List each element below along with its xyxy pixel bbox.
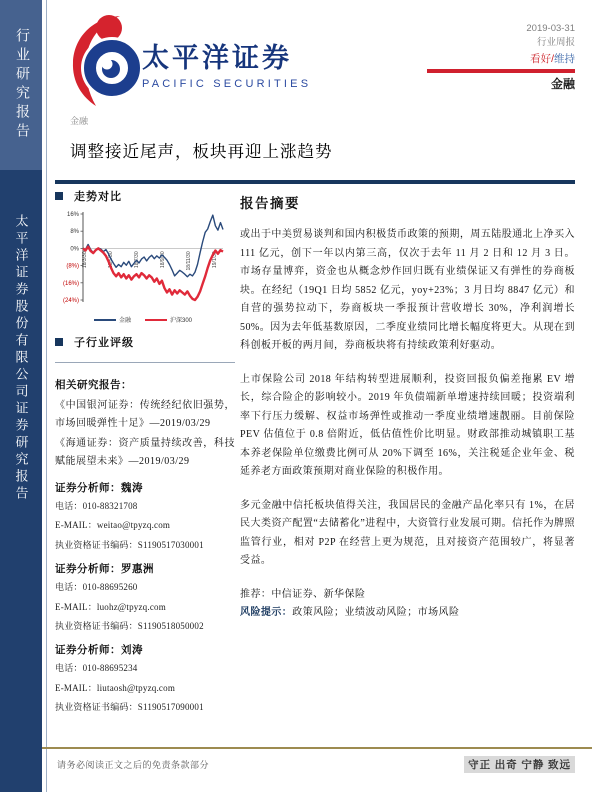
svg-text:(24%): (24%) bbox=[62, 298, 79, 304]
footer-disclaimer: 请务必阅读正文之后的免责条款部分 bbox=[57, 760, 210, 770]
risk-warning-line bbox=[240, 604, 575, 623]
report-type: 行业周报 bbox=[536, 37, 575, 49]
square-bullet-icon bbox=[55, 338, 63, 346]
svg-text:16%: 16% bbox=[66, 212, 79, 218]
red-accent-bar bbox=[427, 69, 575, 73]
brand-block bbox=[142, 36, 311, 90]
title-rule bbox=[55, 180, 575, 184]
trend-comparison-chart bbox=[57, 208, 229, 324]
related-reports-heading: 相关研究报告： bbox=[55, 380, 132, 391]
related-report-link[interactable]: 《海通证券：资产质量持续改善，科技赋能展望未来》—2019/03/29 bbox=[55, 438, 235, 467]
square-bullet-icon bbox=[55, 192, 63, 200]
svg-text:19/1/30: 19/1/30 bbox=[212, 251, 218, 269]
report-title: 调整接近尾声，板块再迎上涨趋势 bbox=[70, 142, 333, 161]
svg-text:0%: 0% bbox=[70, 246, 79, 253]
rating-value: 看好 bbox=[530, 52, 552, 65]
trend-chart-canvas bbox=[57, 208, 229, 308]
analyst-block bbox=[55, 642, 235, 714]
report-meta bbox=[526, 22, 575, 67]
analyst-phone: 电话：010-88695260 bbox=[55, 582, 138, 593]
svg-text:18/7/30: 18/7/30 bbox=[134, 251, 140, 269]
svg-text:(8%): (8%) bbox=[66, 263, 79, 270]
svg-text:(16%): (16%) bbox=[62, 280, 79, 287]
sidebar-top-label: 行业研究报告 bbox=[14, 28, 29, 142]
svg-text:8%: 8% bbox=[70, 229, 79, 236]
industry-name: 金融 bbox=[550, 77, 575, 91]
industry-rating: 看好/维持 bbox=[530, 52, 575, 65]
analyst-block bbox=[55, 561, 235, 633]
footer-motto: 守正 出奇 宁静 致远 bbox=[464, 756, 575, 773]
recommendation-line: 推荐：中信证券、新华保险 bbox=[240, 588, 366, 600]
sidebar-report-type bbox=[0, 0, 42, 170]
legend-item-industry: 金融 bbox=[94, 315, 131, 324]
analyst-title: 证券分析师：魏涛 bbox=[55, 483, 143, 494]
pacific-securities-logo-icon bbox=[60, 12, 140, 108]
svg-text:18/5/30: 18/5/30 bbox=[108, 251, 114, 269]
analyst-email[interactable]: E-MAIL：liutaosh@tpyzq.com bbox=[55, 682, 176, 693]
summary-paragraph: 多元金融中信托板块值得关注，我国居民的金融产品化率只有 1%，在居民大类资产配置“去储蓄化”进程中，大资管行业发展可期。信托作为牌照监管行业，相对 P2P 在经营上更为规范，且对接资产范围较广，将显著受益。 bbox=[240, 499, 575, 566]
category-label: 金融 bbox=[70, 116, 89, 126]
risk-label: 风险提示： bbox=[240, 607, 293, 618]
analyst-email[interactable]: E-MAIL：luohz@tpyzq.com bbox=[55, 601, 166, 612]
summary-heading: 报告摘要 bbox=[240, 196, 300, 211]
left-column bbox=[55, 188, 235, 720]
report-date: 2019-03-31 bbox=[526, 23, 575, 34]
svg-text:18/3/30: 18/3/30 bbox=[82, 251, 88, 269]
summary-column bbox=[240, 192, 575, 623]
analyst-title: 证券分析师：刘涛 bbox=[55, 645, 143, 657]
brand-name-cn: 太平洋证券 bbox=[142, 43, 292, 73]
analyst-cert: 执业资格证书编码：S1190517030001 bbox=[55, 539, 204, 550]
analyst-email[interactable]: E-MAIL：weitao@tpyzq.com bbox=[55, 520, 171, 531]
analyst-block bbox=[55, 480, 235, 552]
sidebar-divider-line bbox=[46, 0, 47, 792]
summary-paragraph: 或出于中美贸易谈判和国内积极货币政策的预期，周五陆股通北上净买入 111 亿元，创下一年以内第三高，仅次于去年 11 月 2 日和 12 月 3 日。市场存量博弈，资金也从概念炒作回归既有业绩保证又有弹性的券商板块。在经纪（19Q1 日均 5852 亿元，yoy+23%；3 月日均 8847 亿元）和自营的强势拉动下，券商板块一季报预计营收增长 30%，净利润增长 50%。因为去年低基数原因，二季度业绩同比增长幅度将更大。从现在到科创板开板的两月间，券商板块将有持续政策利好驱动。 bbox=[240, 229, 575, 351]
trend-section-heading: 走势对比 bbox=[55, 188, 235, 204]
analyst-phone: 电话：010-88695234 bbox=[55, 663, 138, 674]
chart-legend bbox=[57, 315, 229, 324]
analyst-cert: 执业资格证书编码：S1190518050002 bbox=[55, 620, 204, 631]
svg-text:18/11/30: 18/11/30 bbox=[186, 251, 192, 271]
sidebar-bottom-label: 太平洋证券股份有限公司证券研究报告 bbox=[13, 214, 29, 503]
section-divider bbox=[55, 362, 235, 363]
related-report-link[interactable]: 《中国银河证券：传统经纪依旧强势，市场回暖弹性十足》—2019/03/29 bbox=[55, 400, 235, 429]
analyst-title: 证券分析师：罗惠洲 bbox=[55, 564, 154, 576]
subindustry-section-heading: 子行业评级 bbox=[55, 334, 235, 350]
analyst-cert: 执业资格证书编码：S1190517090001 bbox=[55, 702, 204, 713]
summary-paragraph: 上市保险公司 2018 年结构转型进展顺利，投资回报负偏差拖累 EV 增长，综合险企的影响较小。2019 年负债端新单增速持续回暖；投资端利率下行压力缓解、权益市场弹性或推动一季度业绩增速靓丽。目前保险 PEV 估值位于 0.8 倍附近，低估值性价比明显。财政部推动城镇职工基本养老保险单位缴费比例可从 20%下调至 16%，关注税延企业年金、税延养老方面政策预期对商业保险的积极作用。 bbox=[240, 373, 575, 477]
svg-text:18/9/30: 18/9/30 bbox=[160, 251, 166, 269]
sidebar-company bbox=[0, 170, 42, 792]
rating-change: 维持 bbox=[554, 52, 575, 65]
legend-line-blue-icon bbox=[94, 319, 116, 321]
brand-name-en: PACIFIC SECURITIES bbox=[142, 78, 312, 90]
legend-item-benchmark: 沪深300 bbox=[145, 315, 192, 324]
analyst-phone: 电话：010-88321708 bbox=[55, 501, 138, 511]
legend-line-red-icon bbox=[145, 319, 167, 321]
footer-gold-rule bbox=[42, 747, 592, 749]
risk-text: 政策风险；业绩波动风险；市场风险 bbox=[292, 607, 460, 618]
